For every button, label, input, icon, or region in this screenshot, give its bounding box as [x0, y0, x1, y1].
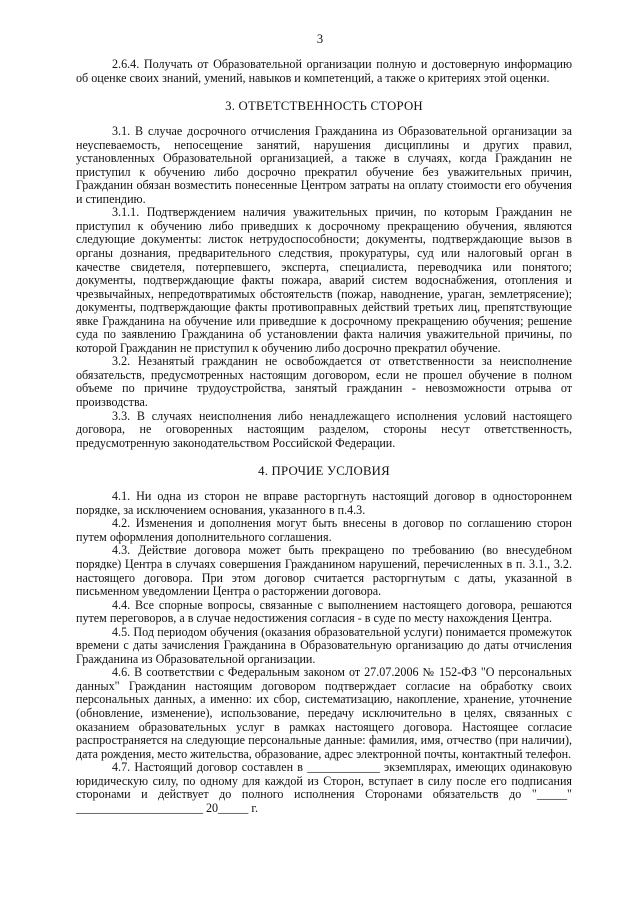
clause-2-6-4: 2.6.4. Получать от Образовательной организации полную и достоверную информацию об оценке своих знаний, умений, навыков и компетенций, а также о критериях этой оценки. [76, 57, 572, 85]
clause-4-3: 4.3. Действие договора может быть прекращено по требованию (во внесудебном порядке) Центра в случаях совершения Гражданином нарушений, перечисленных в п. 3.1., 3.2. настоящего договора. При этом договор считается расторгнутым с даты, указанной в письменном уведомлении Центра о расторжении договора. [76, 543, 572, 599]
clause-3-1: 3.1. В случае досрочного отчисления Гражданина из Образовательной организации за неуспеваемость, непосещение занятий, нарушения дисциплины и других правил, установленных Образовательной организацией, а также в случаях, когда Гражданин не приступил к обучению либо досрочно прекратил обучение без уважительных причин, Гражданин обязан возместить понесенные Центром затраты на оплату стоимости его обучения и стипендию. [76, 124, 572, 206]
clause-4-5: 4.5. Под периодом обучения (оказания образовательной услуги) понимается промежуток времени с даты зачисления Гражданина в Образовательную организацию до даты отчисления Гражданина из Образовательной организации. [76, 624, 572, 666]
clause-4-4: 4.4. Все спорные вопросы, связанные с выполнением настоящего договора, решаются путем переговоров, а в случае недостижения согласия - в суде по месту нахождения Центра. [76, 597, 572, 626]
section-4-heading: 4. ПРОЧИЕ УСЛОВИЯ [258, 464, 390, 479]
clause-4-1: 4.1. Ни одна из сторон не вправе расторгнуть настоящий договор в одностороннем порядке, за исключением основания, указанного в п.4.3. [76, 489, 572, 517]
clause-4-6: 4.6. В соответствии с Федеральным законом от 27.07.2006 № 152-ФЗ "О персональных данных" Гражданин настоящим договором подтверждает согласие на обработку своих персональных данных, а именно: их сбор, систематизацию, накопление, хранение, уточнение (обновление, изменение), использование, передачу исключительно в целях, связанных с оказанием образовательных услуг в рамках настоящего договора. Настоящее согласие распространяется на следующие персональные данные: фамилия, имя, отчество (при наличии), дата рождения, место жительства, образование, адрес электронной почты, контактный телефон. [76, 665, 572, 761]
page-number: 3 [316, 32, 324, 46]
clause-3-2: 3.2. Незанятый гражданин не освобождается от ответственности за неисполнение обязательств, предусмотренных настоящим договором, если не прошел обучение в полном объеме по причине трудоустройства, занятый гражданин - невозможности отрыва от производства. [76, 354, 572, 410]
document-body [76, 58, 572, 815]
clause-3-1-1: 3.1.1. Подтверждением наличия уважительных причин, по которым Гражданин не приступил к обучению либо приведших к досрочному прекращению обучения, являются следующие документы: листок нетрудоспособности; документы, подтверждающие вызов в органы дознания, предварительного следствия, прокуратуры, суд или налоговый орган в качестве свидетеля, потерпевшего, эксперта, специалиста, переводчика или понятого; документы, подтверждающие факты пожара, аварий систем водоснабжения, отопления и чрезвычайных, непредотвратимых обстоятельств (пожар, наводнение, ураган, землетрясение); документы, подтверждающие факты противоправных действий третьих лиц, препятствующие явке Гражданина на обучение или приведшие к досрочному прекращению обучения; решение суда по заявлению Гражданина об установлении факта наличия уважительной причины, по которой Гражданин не приступил к обучению либо досрочно прекратил обучение. [76, 205, 572, 355]
clause-4-2: 4.2. Изменения и дополнения могут быть внесены в договор по соглашению сторон путем оформления дополнительного соглашения. [76, 516, 572, 544]
clause-3-3: 3.3. В случаях неисполнения либо ненадлежащего исполнения условий настоящего договора, не оговоренных настоящим разделом, стороны несут ответственность, предусмотренную законодательством Российской Федерации. [76, 408, 572, 450]
clause-4-7: 4.7. Настоящий договор составлен в ____________ экземплярах, имеющих одинаковую юридическую силу, по одному для каждой из Сторон, вступает в силу после его подписания сторонами и действует до полного исполнения Сторонами обязательств до "_____" _____________________ 20_____ г. [76, 760, 572, 815]
section-3-heading: 3. ОТВЕТСТВЕННОСТЬ СТОРОН [225, 99, 423, 114]
